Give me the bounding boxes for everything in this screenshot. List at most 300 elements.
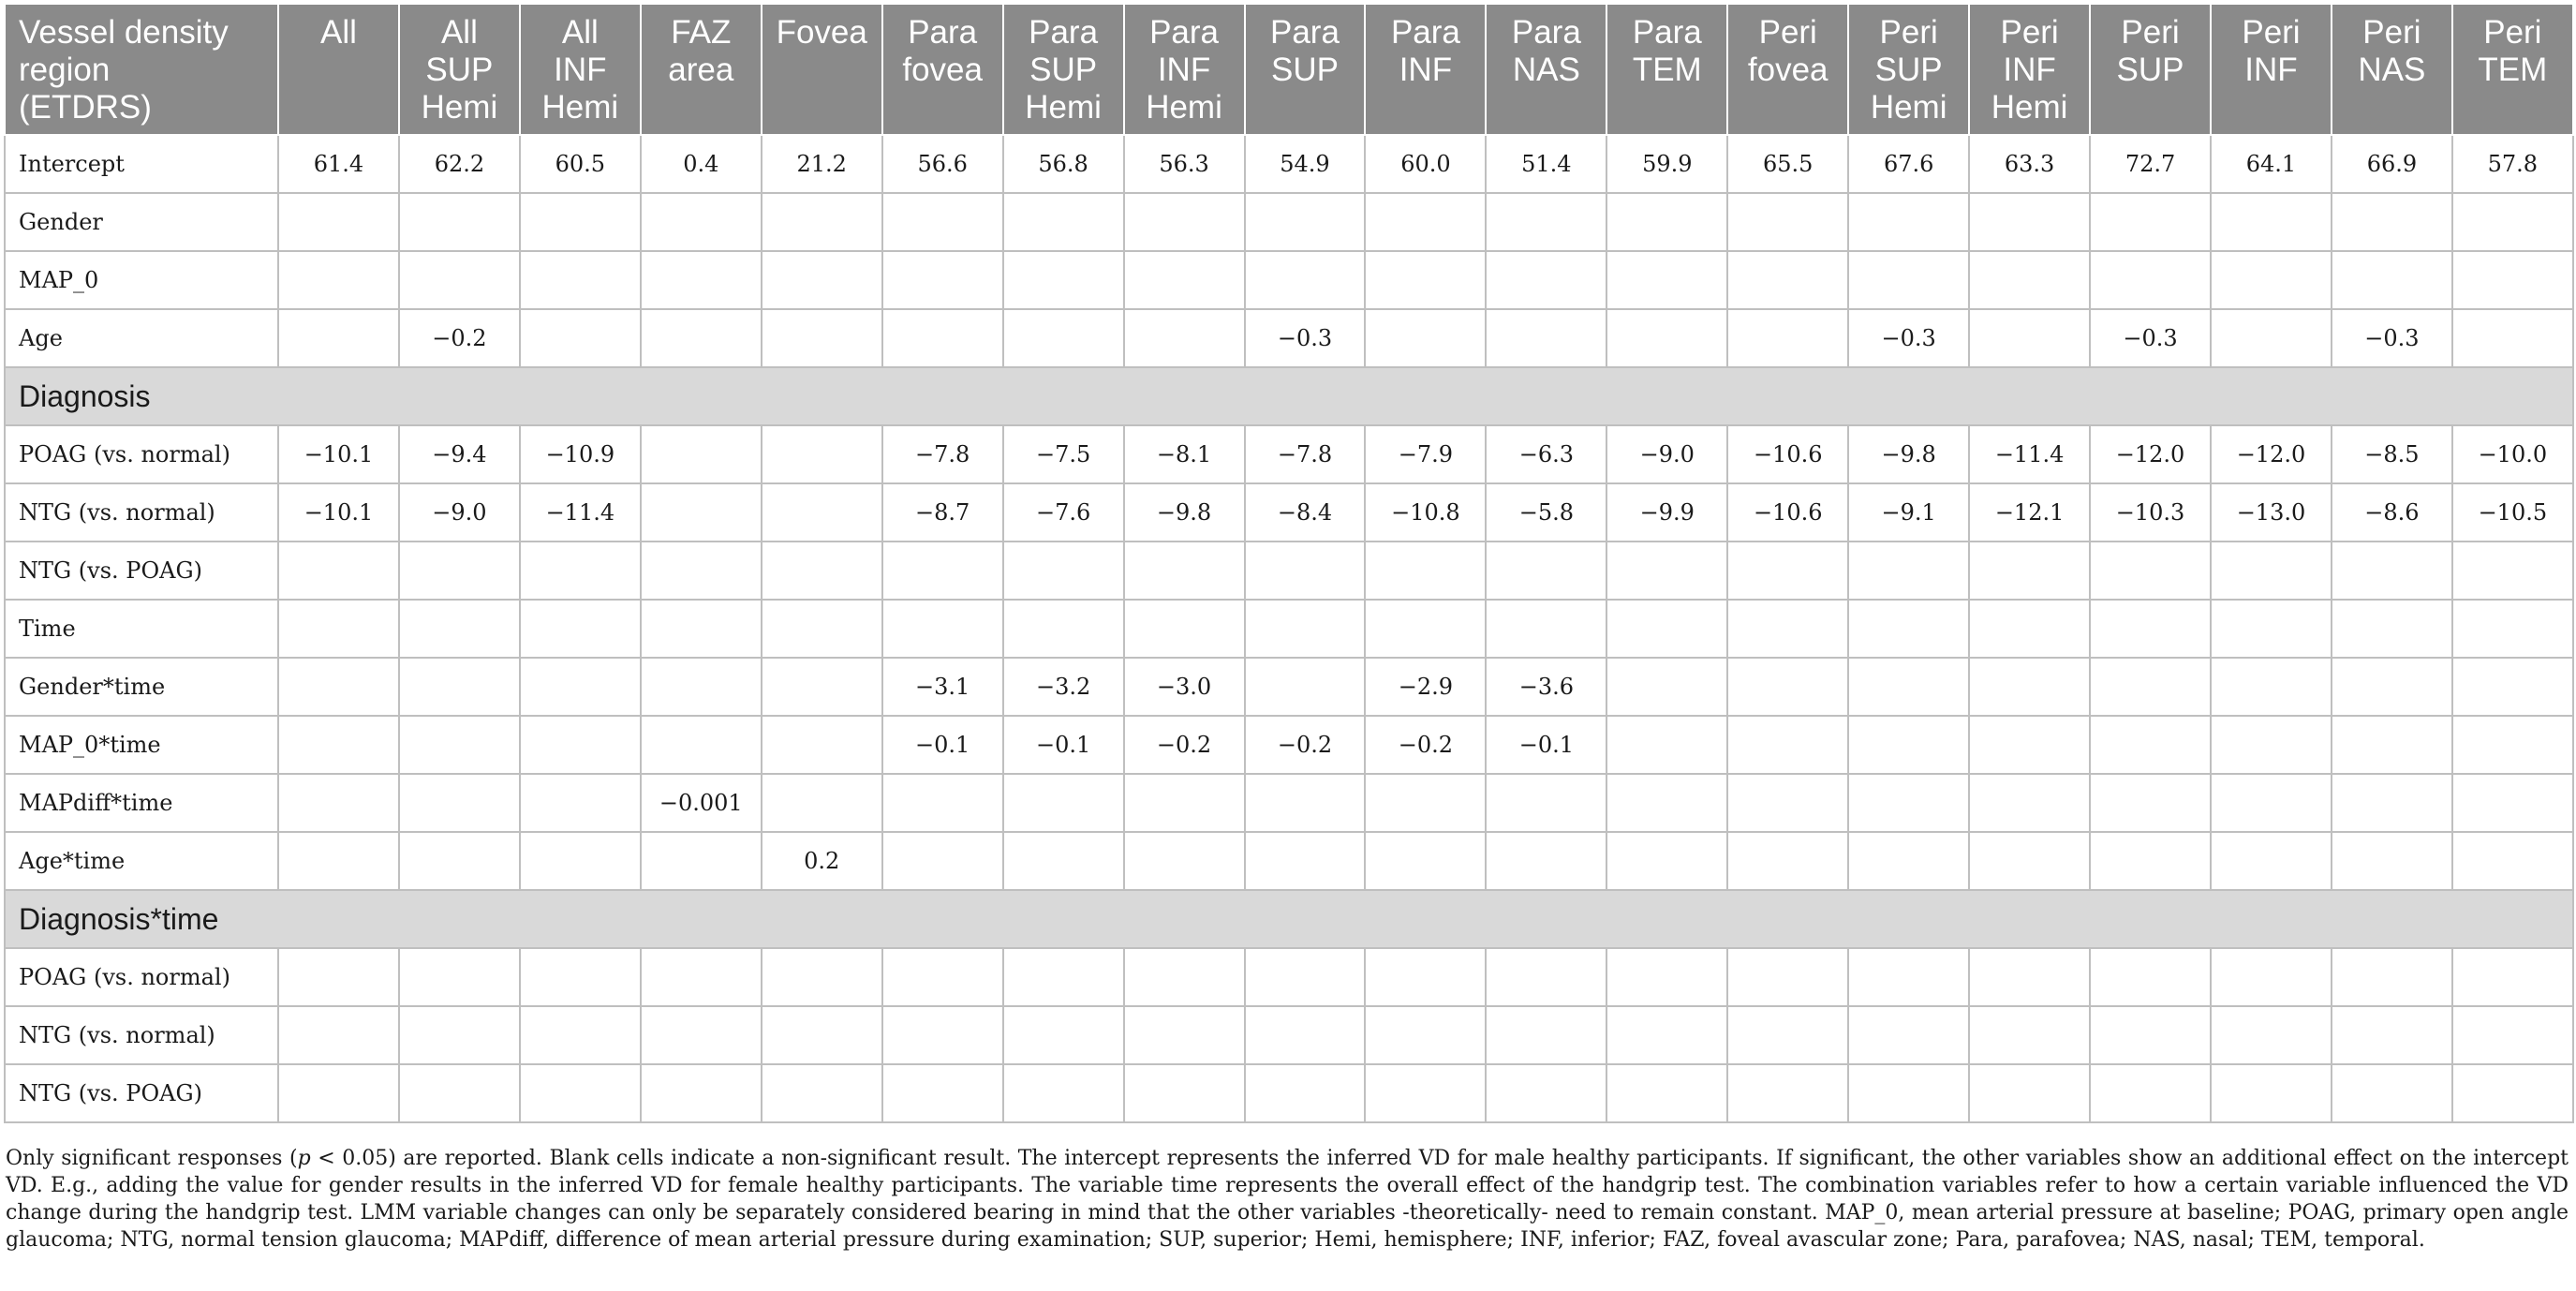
table-cell xyxy=(1003,193,1124,251)
table-cell xyxy=(399,600,520,658)
table-cell xyxy=(1606,716,1727,774)
table-cell xyxy=(278,658,399,716)
row-label: Gender xyxy=(5,193,278,251)
table-row xyxy=(5,1064,2573,1122)
header-line: All xyxy=(320,14,357,51)
table-cell xyxy=(399,1006,520,1064)
table-cell xyxy=(1727,1006,1848,1064)
table-cell: 60.0 xyxy=(1365,135,1486,193)
table-cell xyxy=(762,309,882,367)
row-label: Age*time xyxy=(5,832,278,890)
table-cell xyxy=(2332,716,2452,774)
table-row xyxy=(5,135,2573,193)
header-line: NAS xyxy=(2358,52,2426,88)
table-cell xyxy=(1727,716,1848,774)
header-cell xyxy=(1727,4,1848,135)
table-cell: 56.3 xyxy=(1124,135,1245,193)
header-cell xyxy=(1606,4,1727,135)
table-cell: 63.3 xyxy=(1969,135,2090,193)
table-cell xyxy=(520,542,641,600)
table-cell xyxy=(1245,1006,1366,1064)
table-cell xyxy=(1124,1064,1245,1122)
table-cell xyxy=(2332,774,2452,832)
table-cell: −12.1 xyxy=(1969,483,2090,542)
table-cell xyxy=(2452,1006,2573,1064)
table-cell xyxy=(1606,658,1727,716)
table-cell: −10.0 xyxy=(2452,425,2573,483)
table-cell xyxy=(2211,716,2332,774)
table-cell xyxy=(1606,309,1727,367)
table-cell: −8.4 xyxy=(1245,483,1366,542)
table-cell xyxy=(1848,716,1969,774)
table-cell xyxy=(1848,658,1969,716)
table-cell xyxy=(1365,1064,1486,1122)
header-line: SUP xyxy=(1029,52,1098,88)
table-cell xyxy=(2211,948,2332,1006)
row-label: NTG (vs. POAG) xyxy=(5,1064,278,1122)
table-cell: −7.6 xyxy=(1003,483,1124,542)
table-cell xyxy=(1727,832,1848,890)
table-cell xyxy=(1727,1064,1848,1122)
header-line: Peri xyxy=(2483,14,2542,51)
table-cell: 0.2 xyxy=(762,832,882,890)
row-label: NTG (vs. normal) xyxy=(5,483,278,542)
table-row xyxy=(5,948,2573,1006)
header-line: region xyxy=(19,52,111,88)
table-cell: −0.2 xyxy=(399,309,520,367)
table-cell: −0.1 xyxy=(1486,716,1606,774)
header-line: Para xyxy=(1270,14,1340,51)
table-cell xyxy=(2332,542,2452,600)
row-label: MAP_0 xyxy=(5,251,278,309)
table-cell: −6.3 xyxy=(1486,425,1606,483)
table-cell xyxy=(2332,1064,2452,1122)
table-cell xyxy=(399,542,520,600)
table-cell: −3.2 xyxy=(1003,658,1124,716)
header-line: Peri xyxy=(2242,14,2301,51)
header-line: All xyxy=(561,14,599,51)
table-cell xyxy=(882,774,1003,832)
header-line: FAZ xyxy=(671,14,732,51)
section-row xyxy=(5,367,2573,425)
table-cell xyxy=(2211,1064,2332,1122)
table-cell: −3.6 xyxy=(1486,658,1606,716)
table-cell xyxy=(399,948,520,1006)
table-cell xyxy=(1606,774,1727,832)
header-cell xyxy=(762,4,882,135)
table-cell xyxy=(1486,193,1606,251)
table-cell xyxy=(1003,309,1124,367)
table-cell xyxy=(399,658,520,716)
table-cell xyxy=(1727,774,1848,832)
table-cell xyxy=(1848,832,1969,890)
table-cell xyxy=(1848,193,1969,251)
header-line: INF xyxy=(2244,52,2298,88)
table-cell: −10.1 xyxy=(278,483,399,542)
table-cell xyxy=(762,716,882,774)
table-cell xyxy=(2452,1064,2573,1122)
header-line: TEM xyxy=(2478,52,2548,88)
table-cell xyxy=(2452,716,2573,774)
header-cell xyxy=(278,4,399,135)
table-cell: 62.2 xyxy=(399,135,520,193)
header-line: NAS xyxy=(1512,52,1580,88)
table-cell xyxy=(1727,251,1848,309)
header-line: Peri xyxy=(2362,14,2421,51)
table-cell xyxy=(2211,658,2332,716)
header-line: Peri xyxy=(2121,14,2180,51)
table-cell xyxy=(1124,600,1245,658)
table-cell xyxy=(641,600,762,658)
footnote-text: Only significant responses ( xyxy=(6,1147,298,1170)
table-cell xyxy=(2090,600,2211,658)
table-cell xyxy=(278,600,399,658)
header-cell xyxy=(1969,4,2090,135)
table-cell: −10.6 xyxy=(1727,425,1848,483)
table-cell xyxy=(278,309,399,367)
table-cell: −10.5 xyxy=(2452,483,2573,542)
table-cell: −11.4 xyxy=(520,483,641,542)
table-cell xyxy=(762,193,882,251)
footnote-p-symbol: p xyxy=(297,1147,311,1170)
row-label: MAPdiff*time xyxy=(5,774,278,832)
table-cell xyxy=(278,948,399,1006)
table-cell xyxy=(2211,542,2332,600)
table-cell xyxy=(1969,600,2090,658)
table-body xyxy=(5,135,2573,1122)
header-cell xyxy=(1365,4,1486,135)
table-cell xyxy=(2211,309,2332,367)
table-cell: −8.1 xyxy=(1124,425,1245,483)
header-line: SUP xyxy=(1270,52,1339,88)
table-cell xyxy=(2211,774,2332,832)
row-label: POAG (vs. normal) xyxy=(5,948,278,1006)
header-row xyxy=(5,4,2573,135)
row-label: Intercept xyxy=(5,135,278,193)
table-cell: 57.8 xyxy=(2452,135,2573,193)
table-cell xyxy=(2211,1006,2332,1064)
table-cell xyxy=(278,716,399,774)
table-cell xyxy=(1486,600,1606,658)
header-cell xyxy=(1486,4,1606,135)
table-cell xyxy=(278,832,399,890)
table-cell xyxy=(1727,193,1848,251)
table-cell xyxy=(399,1064,520,1122)
header-cell xyxy=(2211,4,2332,135)
row-label: POAG (vs. normal) xyxy=(5,425,278,483)
table-cell xyxy=(1606,193,1727,251)
table-cell xyxy=(2090,193,2211,251)
table-cell xyxy=(520,193,641,251)
table-cell: −9.8 xyxy=(1848,425,1969,483)
table-cell xyxy=(1727,542,1848,600)
table-cell xyxy=(2332,832,2452,890)
table-row xyxy=(5,542,2573,600)
table-cell xyxy=(2452,774,2573,832)
header-line: INF xyxy=(2003,52,2056,88)
table-cell xyxy=(1486,832,1606,890)
row-label: Age xyxy=(5,309,278,367)
table-cell: 51.4 xyxy=(1486,135,1606,193)
table-cell xyxy=(1365,193,1486,251)
table-cell xyxy=(882,251,1003,309)
header-cell xyxy=(2332,4,2452,135)
table-cell xyxy=(399,832,520,890)
table-cell xyxy=(1848,774,1969,832)
header-line: Hemi xyxy=(541,89,619,126)
table-cell xyxy=(2090,251,2211,309)
table-cell xyxy=(1245,948,1366,1006)
table-cell xyxy=(2452,600,2573,658)
table-cell xyxy=(1969,309,2090,367)
header-line: (ETDRS) xyxy=(19,89,152,126)
table-cell xyxy=(1124,309,1245,367)
table-cell xyxy=(1727,658,1848,716)
table-cell: −0.3 xyxy=(2090,309,2211,367)
table-cell xyxy=(1486,251,1606,309)
row-label: NTG (vs. POAG) xyxy=(5,542,278,600)
table-cell xyxy=(1365,600,1486,658)
table-cell xyxy=(762,1064,882,1122)
table-cell xyxy=(762,658,882,716)
table-cell: −3.0 xyxy=(1124,658,1245,716)
table-cell: 60.5 xyxy=(520,135,641,193)
table-cell: −8.7 xyxy=(882,483,1003,542)
table-cell xyxy=(1969,832,2090,890)
table-cell xyxy=(1606,600,1727,658)
table-cell: 21.2 xyxy=(762,135,882,193)
table-row xyxy=(5,483,2573,542)
table-cell xyxy=(1848,1064,1969,1122)
table-row xyxy=(5,716,2573,774)
header-line: Vessel density xyxy=(19,14,229,51)
table-cell xyxy=(1365,948,1486,1006)
table-cell xyxy=(1727,309,1848,367)
table-cell xyxy=(641,1064,762,1122)
table-row xyxy=(5,251,2573,309)
table-cell xyxy=(1003,1064,1124,1122)
table-cell: −9.1 xyxy=(1848,483,1969,542)
header-line: fovea xyxy=(902,52,983,88)
table-cell xyxy=(2452,251,2573,309)
table-cell xyxy=(882,948,1003,1006)
table-cell xyxy=(1365,251,1486,309)
table-cell xyxy=(520,1064,641,1122)
table-cell: −9.4 xyxy=(399,425,520,483)
section-heading: Diagnosis*time xyxy=(5,890,2573,948)
table-cell xyxy=(1365,542,1486,600)
table-cell xyxy=(1124,193,1245,251)
table-cell xyxy=(520,832,641,890)
table-cell xyxy=(1606,832,1727,890)
table-cell xyxy=(1606,542,1727,600)
table-cell xyxy=(762,1006,882,1064)
table-cell xyxy=(1245,542,1366,600)
row-label: NTG (vs. normal) xyxy=(5,1006,278,1064)
table-cell xyxy=(882,832,1003,890)
table-row xyxy=(5,832,2573,890)
table-cell: −9.9 xyxy=(1606,483,1727,542)
table-cell xyxy=(1606,948,1727,1006)
table-cell xyxy=(641,948,762,1006)
table-cell xyxy=(1606,251,1727,309)
table-cell xyxy=(2090,1006,2211,1064)
header-line: Hemi xyxy=(421,89,498,126)
table-cell xyxy=(1124,832,1245,890)
header-cell xyxy=(1003,4,1124,135)
table-cell: 56.6 xyxy=(882,135,1003,193)
table-cell xyxy=(2332,251,2452,309)
table-cell xyxy=(2332,948,2452,1006)
table-cell xyxy=(2452,309,2573,367)
table-cell xyxy=(278,1006,399,1064)
table-cell xyxy=(1245,832,1366,890)
table-cell xyxy=(882,542,1003,600)
table-cell: −0.1 xyxy=(882,716,1003,774)
table-cell xyxy=(762,948,882,1006)
header-line: Para xyxy=(1632,14,1702,51)
table-cell xyxy=(2090,716,2211,774)
vessel-density-table xyxy=(4,3,2574,1123)
table-cell: −0.3 xyxy=(1245,309,1366,367)
table-cell xyxy=(1969,658,2090,716)
table-cell xyxy=(762,774,882,832)
table-cell xyxy=(641,309,762,367)
table-cell xyxy=(2211,832,2332,890)
row-label: Time xyxy=(5,600,278,658)
table-cell xyxy=(1124,542,1245,600)
header-cell xyxy=(2090,4,2211,135)
table-cell xyxy=(2211,251,2332,309)
table-cell: −10.6 xyxy=(1727,483,1848,542)
table-cell: −0.2 xyxy=(1365,716,1486,774)
table-cell: −5.8 xyxy=(1486,483,1606,542)
table-cell xyxy=(1245,1064,1366,1122)
table-cell: 65.5 xyxy=(1727,135,1848,193)
table-cell xyxy=(399,193,520,251)
table-cell xyxy=(1486,309,1606,367)
table-cell: −10.8 xyxy=(1365,483,1486,542)
header-cell xyxy=(1124,4,1245,135)
table-cell xyxy=(1365,1006,1486,1064)
table-cell xyxy=(2090,1064,2211,1122)
table-cell: −7.8 xyxy=(1245,425,1366,483)
table-cell: 66.9 xyxy=(2332,135,2452,193)
header-cell xyxy=(882,4,1003,135)
table-cell xyxy=(882,1006,1003,1064)
table-cell xyxy=(1727,600,1848,658)
table-cell: 67.6 xyxy=(1848,135,1969,193)
table-cell xyxy=(641,542,762,600)
table-row xyxy=(5,309,2573,367)
table-cell xyxy=(1245,251,1366,309)
header-line: area xyxy=(668,52,734,88)
table-cell xyxy=(2332,600,2452,658)
table-row xyxy=(5,193,2573,251)
table-cell: −8.5 xyxy=(2332,425,2452,483)
table-cell xyxy=(1486,1064,1606,1122)
table-cell xyxy=(2090,542,2211,600)
header-line: SUP xyxy=(1874,52,1943,88)
table-cell xyxy=(762,251,882,309)
table-cell xyxy=(278,1064,399,1122)
table-cell xyxy=(1003,251,1124,309)
table-row xyxy=(5,1006,2573,1064)
table-cell: 54.9 xyxy=(1245,135,1366,193)
header-line: Para xyxy=(1029,14,1099,51)
table-cell xyxy=(641,832,762,890)
header-line: All xyxy=(440,14,478,51)
table-cell xyxy=(2090,832,2211,890)
header-line: Peri xyxy=(2000,14,2059,51)
table-cell xyxy=(1003,774,1124,832)
table-cell: −0.001 xyxy=(641,774,762,832)
table-cell: 59.9 xyxy=(1606,135,1727,193)
header-cell xyxy=(2452,4,2573,135)
table-cell xyxy=(641,716,762,774)
table-cell xyxy=(520,774,641,832)
header-cell xyxy=(1245,4,1366,135)
table-row xyxy=(5,774,2573,832)
table-cell xyxy=(1486,948,1606,1006)
table-cell xyxy=(882,1064,1003,1122)
table-cell xyxy=(520,1006,641,1064)
table-cell xyxy=(641,251,762,309)
header-cell xyxy=(399,4,520,135)
header-line: Hemi xyxy=(1025,89,1102,126)
table-cell xyxy=(2332,1006,2452,1064)
table-cell xyxy=(1124,774,1245,832)
table-cell: −9.0 xyxy=(1606,425,1727,483)
table-cell: −12.0 xyxy=(2211,425,2332,483)
table-cell: −9.0 xyxy=(399,483,520,542)
table-cell xyxy=(278,542,399,600)
table-cell xyxy=(278,193,399,251)
table-cell xyxy=(520,948,641,1006)
table-cell xyxy=(1969,1064,2090,1122)
header-line: INF xyxy=(1157,52,1211,88)
table-cell xyxy=(1969,251,2090,309)
table-cell xyxy=(1606,1064,1727,1122)
table-cell xyxy=(1486,542,1606,600)
table-cell xyxy=(399,774,520,832)
table-cell: −3.1 xyxy=(882,658,1003,716)
table-cell xyxy=(2452,542,2573,600)
table-cell: −0.2 xyxy=(1124,716,1245,774)
table-cell xyxy=(2332,658,2452,716)
table-footnote xyxy=(6,1145,2569,1254)
table-cell xyxy=(2332,193,2452,251)
table-cell xyxy=(520,309,641,367)
header-line: Para xyxy=(1511,14,1581,51)
table-cell: −11.4 xyxy=(1969,425,2090,483)
table-cell xyxy=(1969,542,2090,600)
header-line: Para xyxy=(1390,14,1460,51)
table-cell xyxy=(399,251,520,309)
header-line: Fovea xyxy=(776,14,867,51)
table-cell: 56.8 xyxy=(1003,135,1124,193)
table-cell: −10.3 xyxy=(2090,483,2211,542)
table-cell: −12.0 xyxy=(2090,425,2211,483)
table-cell xyxy=(1848,1006,1969,1064)
table-cell xyxy=(1848,251,1969,309)
table-cell: −9.8 xyxy=(1124,483,1245,542)
table-cell: 0.4 xyxy=(641,135,762,193)
table-cell xyxy=(2090,658,2211,716)
table-cell xyxy=(1848,600,1969,658)
table-cell xyxy=(1969,774,2090,832)
header-line: SUP xyxy=(2116,52,2184,88)
